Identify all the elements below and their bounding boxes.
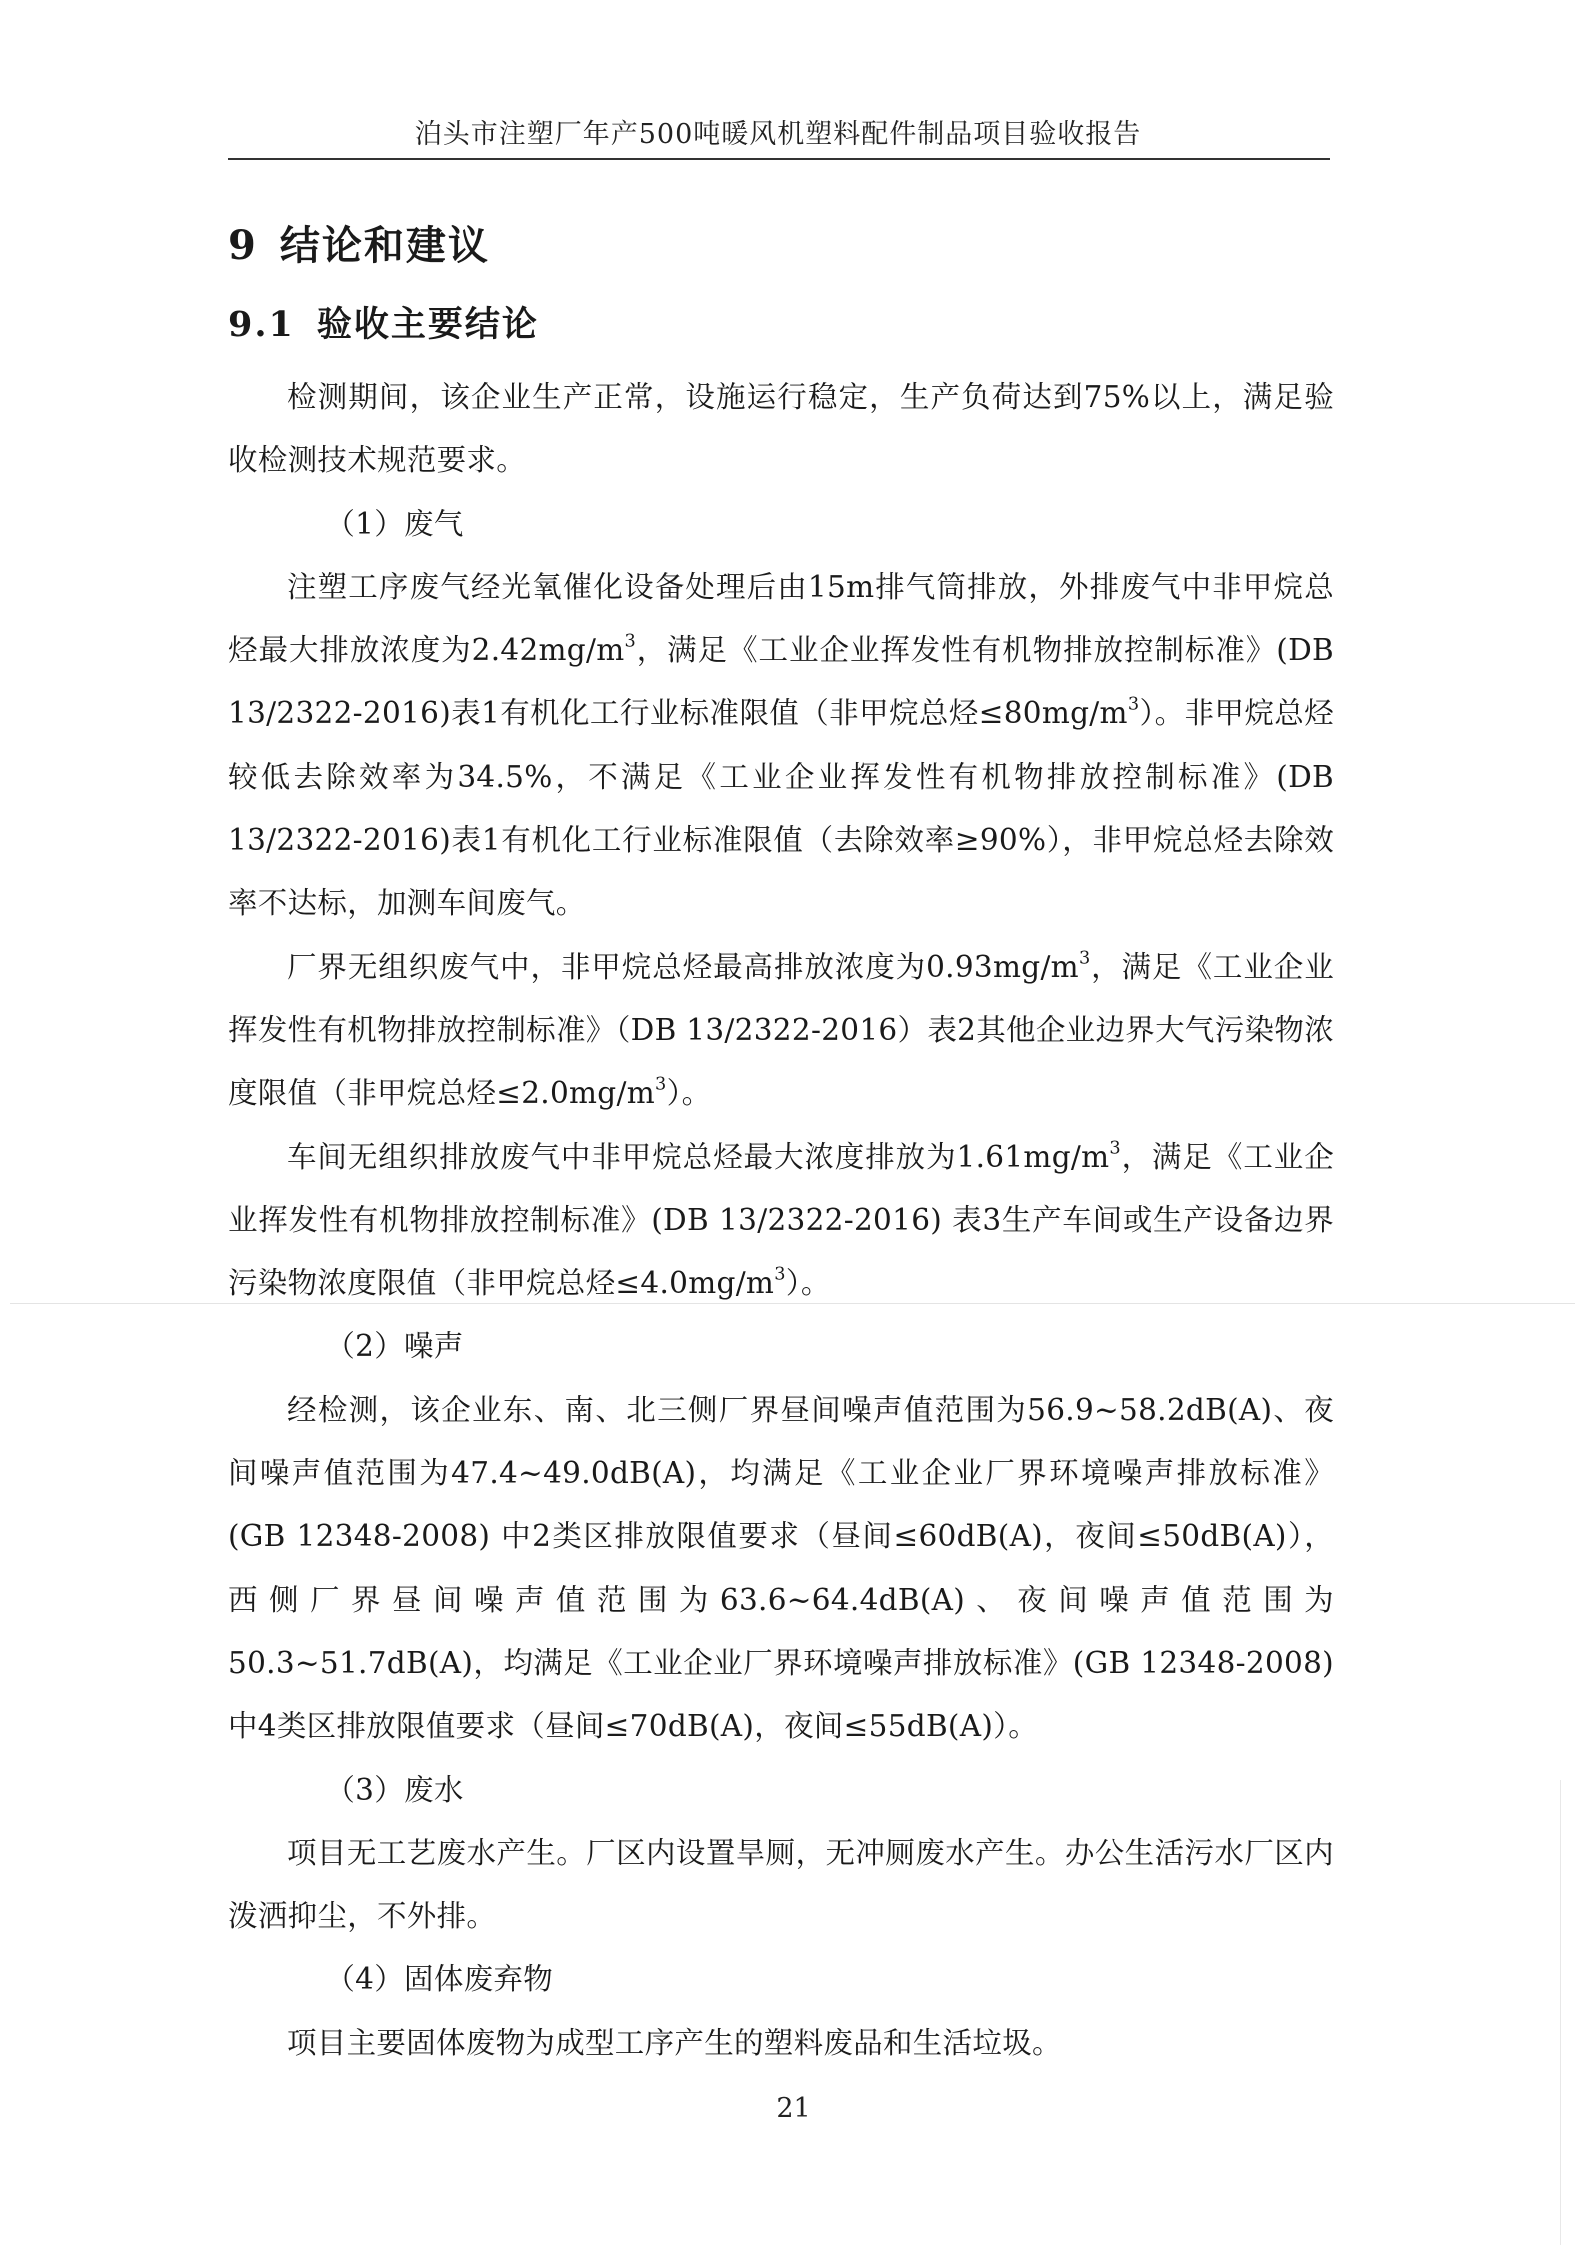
scan-artifact-edge [1560, 1780, 1561, 2245]
chapter-heading [228, 214, 490, 271]
chapter-number: 9 [228, 222, 258, 269]
subsection-title-water: （3）废水 [325, 1772, 464, 1807]
section-title: 验收主要结论 [316, 304, 539, 345]
intro-paragraph: 检测期间，该企业生产正常，设施运行稳定，生产负荷达到75%以上，满足验收检测技术规范要求。 [228, 380, 1334, 478]
page-number: 21 [776, 2093, 811, 2124]
section-heading [228, 297, 539, 347]
chapter-title: 结论和建议 [279, 222, 490, 269]
subsection-title-gas: （1）废气 [325, 506, 464, 541]
running-header: 泊头市注塑厂年产500吨暖风机塑料配件制品项目验收报告 [414, 119, 1142, 150]
subsection-title-solid: （4）固体废弃物 [325, 1962, 554, 1997]
gas-paragraph-2: 厂界无组织废气中，非甲烷总烃最高排放浓度为$0.93mg/m^3$，满足《工业企业挥发性有机物排放控制标准》（DB 13/2322-2016）表2其他企业边界大气污染物浓度限值（非甲烷总烃$\le 2.0mg/m^3$）。 [228, 948, 1335, 1111]
header-rule [228, 158, 1330, 160]
gas-paragraph-1: 注塑工序废气经光氧催化设备处理后由15m排气筒排放，外排废气中非甲烷总烃最大排放浓度为$2.42mg/m^3$，满足《工业企业挥发性有机物排放控制标准》(DB 13/2322-2016)表1有机化工行业标准限值（非甲烷总烃$\le 80mg/m^3$）。非甲烷总烃较低去除效率为34.5%，不满足《工业企业挥发性有机物排放控制标准》(DB 13/2322-2016)表1有机化工行业标准限值（去除效率≥90%），非甲烷总烃去除效率不达标，加测车间废气。 [228, 569, 1334, 921]
water-paragraph: 项目无工艺废水产生。厂区内设置旱厕，无冲厕废水产生。办公生活污水厂区内泼洒抑尘，不外排。 [228, 1835, 1334, 1934]
gas-paragraph-3: 车间无组织排放废气中非甲烷总烃最大浓度排放为$1.61mg/m^3$，满足《工业企业挥发性有机物排放控制标准》(DB 13/2322-2016) 表3生产车间或生产设备边界污染物浓度限值（非甲烷总烃$\le 4.0mg/m^3$）。 [228, 1138, 1335, 1301]
section-number: 9.1 [228, 304, 295, 345]
scan-artifact-line [10, 1303, 1575, 1304]
body-text [228, 366, 1334, 2075]
noise-paragraph: 经检测，该企业东、南、北三侧厂界昼间噪声值范围为56.9~58.2dB(A)、夜间噪声值范围为47.4~49.0dB(A)，均满足《工业企业厂界环境噪声排放标准》(GB 12348-2008) 中2类区排放限值要求（昼间≤60dB(A)，夜间≤50dB(A)），西侧厂界昼间噪声值范围为63.6~64.4dB(A)、夜间噪声值范围为50.3~51.7dB(A)，均满足《工业企业厂界环境噪声排放标准》(GB 12348-2008) 中4类区排放限值要求（昼间≤70dB(A)，夜间≤55dB(A)）。 [228, 1392, 1334, 1744]
solid-paragraph: 项目主要固体废物为成型工序产生的塑料废品和生活垃圾。 [287, 2025, 1062, 2060]
subsection-title-noise: （2）噪声 [325, 1329, 464, 1364]
